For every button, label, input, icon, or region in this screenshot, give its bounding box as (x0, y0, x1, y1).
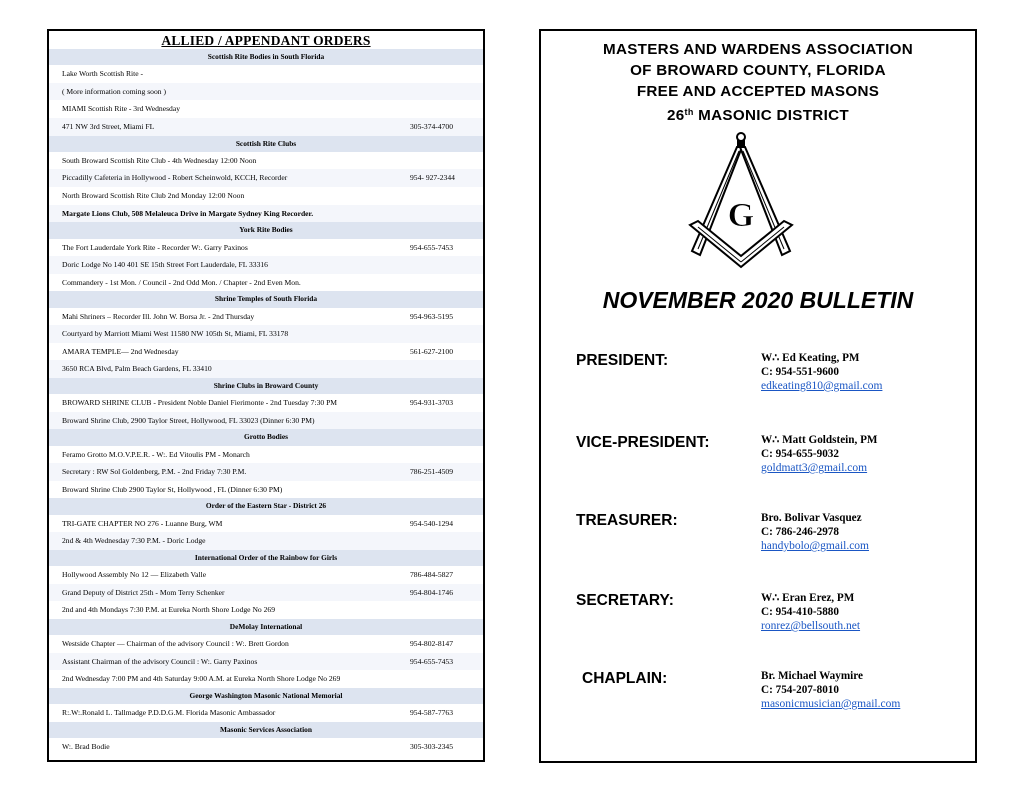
listing-phone: 954-963-5195 (410, 311, 454, 321)
section-header: Grotto Bodies (49, 429, 483, 445)
listing-phone: 305-374-4700 (410, 122, 454, 132)
officer-phone: C: 954-551-9600 (761, 366, 839, 378)
section-header: Order of the Eastern Star - District 26 (49, 498, 483, 514)
listing-text: Westside Chapter — Chairman of the advisory Council : W:. Brett Gordon (62, 639, 289, 649)
officer-role: PRESIDENT: (576, 352, 669, 369)
section-header: Scottish Rite Clubs (49, 136, 483, 152)
listing-row (49, 274, 483, 292)
listing-row (49, 738, 483, 756)
listing-text: Assistant Chairman of the advisory Council : W:. Garry Paxinos (62, 656, 258, 666)
listing-text: Hollywood Assembly No 12 — Elizabeth Valle (62, 570, 207, 580)
listing-text: BROWARD SHRINE CLUB - President Noble Daniel Fierimonte - 2nd Tuesday 7:30 PM (62, 398, 338, 408)
listing-text: Broward Shrine Club, 2900 Taylor Street, Hollywood, FL 33023 (Dinner 6:30 PM) (62, 415, 315, 425)
listing-row (49, 653, 483, 671)
listing-phone: 954-655-7453 (410, 242, 454, 252)
listing-row (49, 169, 483, 187)
listing-text: Feramo Grotto M.O.V.P.E.R. - W:. Ed Vitoulis PM - Monarch (62, 449, 250, 459)
listing-row (49, 360, 483, 378)
square-and-compass-icon (686, 129, 796, 271)
listing-text: Grand Deputy of District 25th - Mom Terry Schenker (62, 587, 225, 597)
listing-text: 2nd and 4th Mondays 7:30 P.M. at Eureka North Shore Lodge No 269 (62, 605, 276, 615)
officer-name: Br. Michael Waymire (761, 670, 864, 682)
listing-phone: 786-484-5827 (410, 570, 454, 580)
listing-text: Doric Lodge No 140 401 SE 15th Street Fort Lauderdale, FL 33316 (62, 260, 268, 270)
listing-row (49, 532, 483, 550)
listing-text: Piccadilly Cafeteria in Hollywood - Robert Scheinwold, KCCH, Recorder (62, 173, 288, 183)
emblem-letter: G (727, 197, 755, 234)
listing-phone: 305-303-2345 (410, 741, 454, 751)
listing-text: 2nd Wednesday 7:00 PM and 4th Saturday 9:00 A.M. at Eureka North Shore Lodge No 269 (62, 674, 341, 684)
listing-text: Mahi Shriners – Recorder Ill. John W. Borsa Jr. - 2nd Thursday (62, 311, 255, 321)
listing-row (49, 704, 483, 722)
section-header: George Washington Masonic National Memorial (49, 688, 483, 704)
listing-text: ( More information coming soon ) (62, 86, 166, 96)
listing-text: Secretary : RW Sol Goldenberg, P.M. - 2nd Friday 7:30 P.M. (62, 467, 247, 477)
officer-role: TREASURER: (576, 512, 678, 529)
listing-text: W:. Brad Bodie (62, 741, 110, 751)
listing-phone: 954-587-7763 (410, 708, 454, 718)
officer-info (761, 351, 882, 393)
listing-phone: 954- 927-2344 (410, 173, 455, 183)
listing-text: 2nd & 4th Wednesday 7:30 P.M. - Doric Lodge (62, 536, 206, 546)
listing-text: Margate Lions Club, 508 Melaleuca Drive in Margate Sydney King Recorder. (62, 208, 314, 218)
section-header: York Rite Bodies (49, 222, 483, 238)
listing-row (49, 463, 483, 481)
listing-phone: 954-931-3703 (410, 398, 454, 408)
officer-phone: C: 954-655-9032 (761, 448, 839, 460)
listing-phone: 786-251-4509 (410, 467, 454, 477)
listing-text: R:.W:.Ronald L. Tallmadge P.D.D.G.M. Florida Masonic Ambassador (62, 708, 276, 718)
listing-row (49, 152, 483, 170)
bulletin-cover-panel (539, 29, 977, 763)
listing-row (49, 343, 483, 361)
allied-orders-list (49, 49, 483, 756)
org-line-3: FREE AND ACCEPTED MASONS (636, 83, 880, 100)
officer-info (761, 511, 869, 553)
district-number: 26 (667, 107, 685, 124)
listing-text: Courtyard by Marriott Miami West 11580 NW 105th St, Miami, FL 33178 (62, 329, 289, 339)
listing-phone: 954-804-1746 (410, 587, 454, 597)
officer-name: W∴ Matt Goldstein, PM (761, 434, 878, 446)
section-header: Masonic Services Association (49, 722, 483, 738)
listing-text: Broward Shrine Club 2900 Taylor St, Hollywood , FL (Dinner 6:30 PM) (62, 484, 283, 494)
officer-info (761, 433, 878, 475)
officer-email-link[interactable]: handybolo@gmail.com (761, 540, 870, 552)
listing-text: South Broward Scottish Rite Club - 4th Wednesday 12:00 Noon (62, 155, 257, 165)
listing-row (49, 187, 483, 205)
section-header: Shrine Clubs in Broward County (49, 378, 483, 394)
officer-phone: C: 954-410-5880 (761, 606, 839, 618)
bulletin-title: NOVEMBER 2020 BULLETIN (602, 287, 914, 313)
officer-name: W∴ Eran Erez, PM (761, 592, 855, 604)
officer-email-link[interactable]: masonicmusician@gmail.com (761, 698, 901, 710)
listing-row (49, 584, 483, 602)
listing-phone: 954-802-8147 (410, 639, 454, 649)
listing-text: AMARA TEMPLE— 2nd Wednesday (62, 346, 179, 356)
listing-row (49, 256, 483, 274)
listing-text: TRI-GATE CHAPTER NO 276 - Luanne Burg, WM (62, 518, 223, 528)
listing-row (49, 481, 483, 499)
organization-heading (541, 39, 975, 126)
section-header: Shrine Temples of South Florida (49, 291, 483, 307)
listing-row (49, 118, 483, 136)
officer-info (761, 669, 900, 711)
listing-row (49, 515, 483, 533)
officer-role: VICE-PRESIDENT: (576, 434, 710, 451)
listing-row (49, 394, 483, 412)
listing-phone: 954-540-1294 (410, 518, 454, 528)
listing-text: North Broward Scottish Rite Club 2nd Monday 12:00 Noon (62, 191, 245, 201)
listing-row (49, 308, 483, 326)
allied-orders-panel (47, 29, 485, 762)
section-header: International Order of the Rainbow for Girls (49, 550, 483, 566)
officer-phone: C: 754-207-8010 (761, 684, 839, 696)
listing-row (49, 239, 483, 257)
section-header: Scottish Rite Bodies in South Florida (49, 49, 483, 65)
officer-phone: C: 786-246-2978 (761, 526, 839, 538)
listing-row (49, 325, 483, 343)
allied-orders-title: ALLIED / APPENDANT ORDERS (161, 33, 371, 48)
listing-phone: 561-627-2100 (410, 346, 454, 356)
section-header: DeMolay International (49, 619, 483, 635)
org-line-1: MASTERS AND WARDENS ASSOCIATION (603, 41, 913, 58)
listing-row (49, 65, 483, 83)
listing-row (49, 412, 483, 430)
listing-text: MIAMI Scottish Rite - 3rd Wednesday (62, 104, 180, 114)
officer-role: SECRETARY: (576, 592, 674, 609)
listing-phone: 954-655-7453 (410, 656, 454, 666)
district-ordinal: th (684, 107, 694, 117)
listing-text: Lake Worth Scottish Rite - (62, 69, 144, 79)
listing-row (49, 601, 483, 619)
org-line-4 (541, 102, 975, 126)
officer-role: CHAPLAIN: (582, 670, 668, 687)
listing-text: 471 NW 3rd Street, Miami FL (62, 122, 155, 132)
officer-email-link[interactable]: ronrez@bellsouth.net (761, 620, 861, 632)
listing-text: The Fort Lauderdale York Rite - Recorder W:. Garry Paxinos (62, 242, 248, 252)
listing-row (49, 100, 483, 118)
listing-row (49, 566, 483, 584)
officer-info (761, 591, 860, 633)
listing-row (49, 83, 483, 101)
officer-email-link[interactable]: goldmatt3@gmail.com (761, 462, 868, 474)
officer-name: W∴ Ed Keating, PM (761, 352, 860, 364)
listing-row (49, 205, 483, 223)
listing-text: Commandery - 1st Mon. / Council - 2nd Odd Mon. / Chapter - 2nd Even Mon. (62, 277, 301, 287)
district-label: MASONIC DISTRICT (693, 107, 849, 124)
listing-row (49, 670, 483, 688)
officer-name: Bro. Bolivar Vasquez (761, 512, 862, 524)
org-line-2: OF BROWARD COUNTY, FLORIDA (630, 62, 886, 79)
listing-text: 3650 RCA Blvd, Palm Beach Gardens, FL 33410 (62, 364, 212, 374)
listing-row (49, 446, 483, 464)
listing-row (49, 635, 483, 653)
officer-email-link[interactable]: edkeating810@gmail.com (761, 380, 883, 392)
